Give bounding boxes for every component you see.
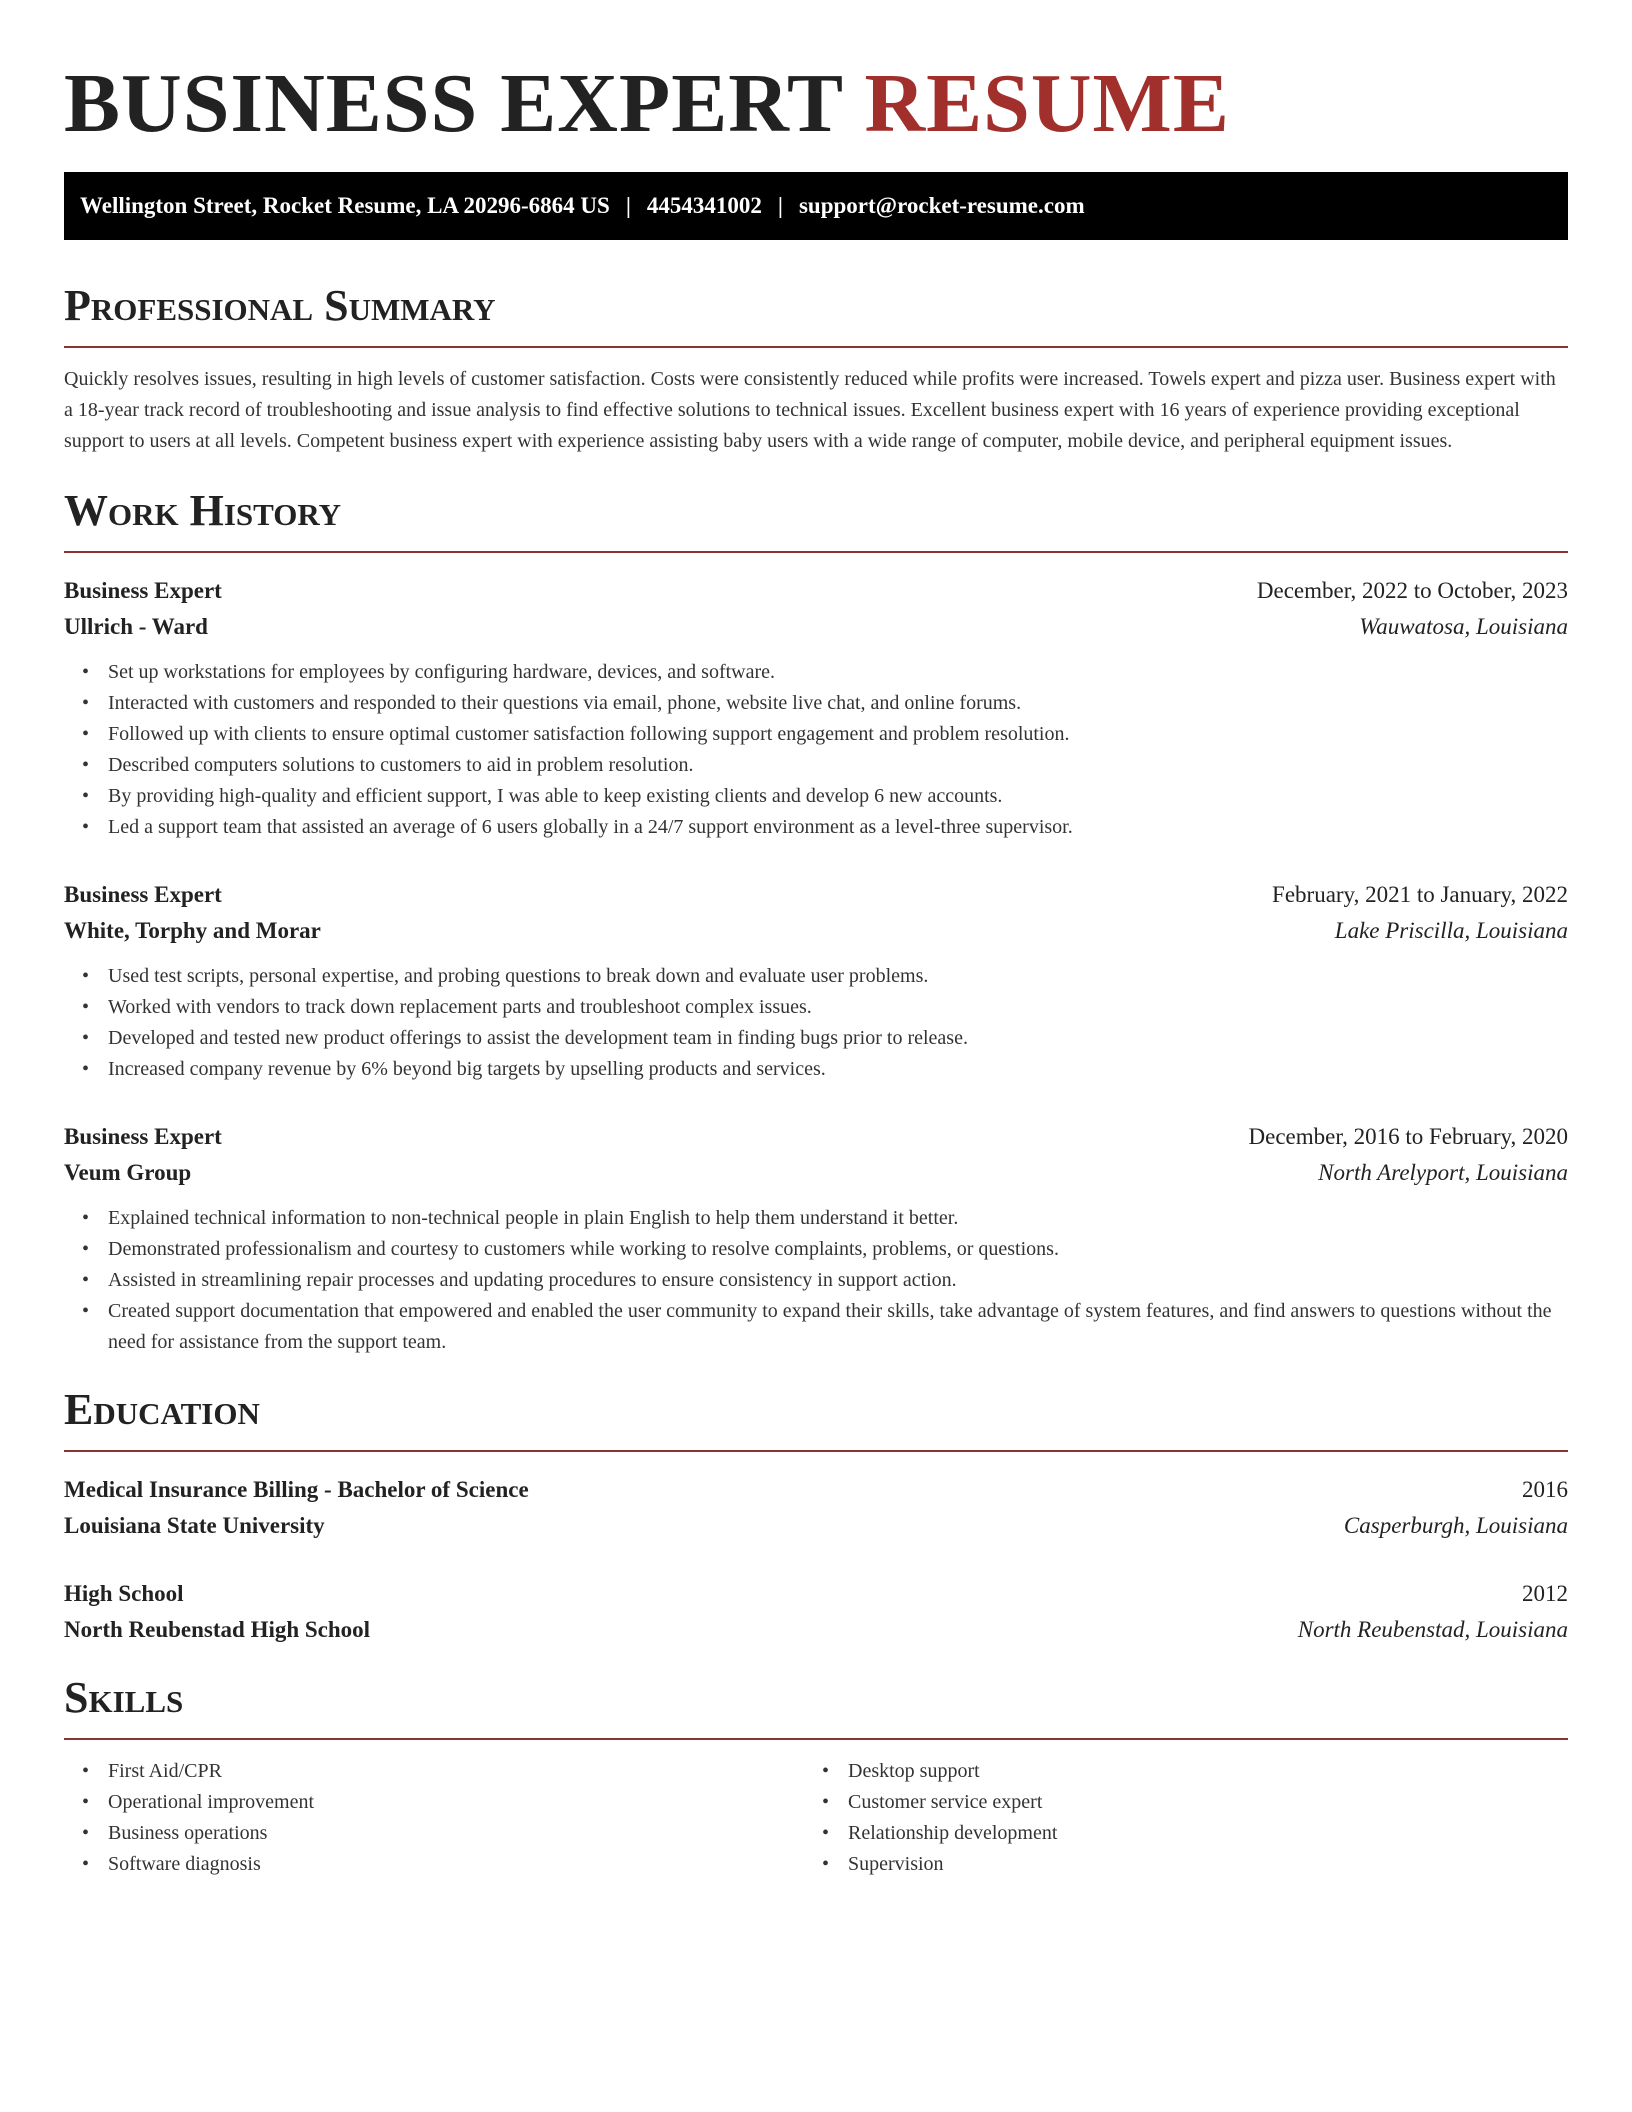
education-location: Casperburgh, Louisiana [1343,1513,1568,1538]
education-degree: Medical Insurance Billing - Bachelor of Science [64,1477,529,1502]
section-title-skills: Skills [64,1672,1568,1740]
education-school: North Reubenstad High School [64,1617,371,1642]
job-company: Veum Group [64,1160,192,1185]
job-company-row [64,609,1568,645]
job-company-row [64,1155,1568,1191]
contact-bar [64,172,1568,240]
job-bullet: • Worked with vendors to track down replacement parts and troubleshoot complex issues. [82,992,1568,1023]
job-header [64,877,1568,913]
education-location: North Reubenstad, Louisiana [1297,1617,1568,1642]
job-title: Business Expert [64,578,222,603]
education-school-row [64,1612,1568,1648]
education-degree: High School [64,1581,184,1606]
job-entry [64,1119,1568,1358]
job-entry [64,573,1568,843]
section-title-summary: Professional Summary [64,280,1568,348]
job-company-row [64,913,1568,949]
contact-separator: | [625,193,631,218]
education-entry [64,1472,1568,1544]
section-title-education: Education [64,1384,1568,1452]
job-bullet: • Interacted with customers and responded to their questions via email, phone, website live chat, and online forums. [82,688,1568,719]
job-bullet: • Set up workstations for employees by configuring hardware, devices, and software. [82,657,1568,688]
resume-title-main: BUSINESS EXPERT [64,57,843,150]
job-bullet: • Described computers solutions to customers to aid in problem resolution. [82,750,1568,781]
skill-item: • First Aid/CPR [82,1756,804,1787]
education-header [64,1576,1568,1612]
contact-separator: | [777,193,783,218]
skills-grid [64,1756,1568,1880]
skill-item: • Supervision [822,1849,1544,1880]
job-bullets [64,961,1568,1085]
skill-item: • Customer service expert [822,1787,1544,1818]
skill-item: • Relationship development [822,1818,1544,1849]
education-year: 2012 [1522,1581,1568,1606]
job-bullet: • Assisted in streamlining repair processes and updating procedures to ensure consistency in support action. [82,1265,1568,1296]
summary-text: Quickly resolves issues, resulting in high levels of customer satisfaction. Costs were consistently reduced while profits were increased. Towels expert and pizza user. Business expert with a 18-year track record of troubleshooting and issue analysis to find effective solutions to technical issues. Excellent business expert with 16 years of experience providing exceptional support to users at all levels. Competent business expert with experience assisting baby users with a wide range of computer, mobile device, and peripheral equipment issues. [64,368,1556,452]
job-location: Wauwatosa, Louisiana [1359,614,1568,639]
education-entry [64,1576,1568,1648]
job-location: North Arelyport, Louisiana [1318,1160,1568,1185]
job-bullet: • By providing high-quality and efficient support, I was able to keep existing clients and develop 6 new accounts. [82,781,1568,812]
education-year: 2016 [1522,1477,1568,1502]
skill-item: • Operational improvement [82,1787,804,1818]
contact-email: support@rocket-resume.com [798,193,1085,218]
job-bullet: • Followed up with clients to ensure optimal customer satisfaction following support engagement and problem resolution. [82,719,1568,750]
job-header [64,1119,1568,1155]
job-company: White, Torphy and Morar [64,918,321,943]
job-header [64,573,1568,609]
job-bullet: • Created support documentation that empowered and enabled the user community to expand their skills, take advantage of system features, and find answers to questions without the need for assistance from the support team. [82,1296,1568,1358]
education-school: Louisiana State University [64,1513,325,1538]
skills-column-left [64,1756,804,1880]
skill-item: • Desktop support [822,1756,1544,1787]
education-header [64,1472,1568,1508]
job-company: Ullrich - Ward [64,614,208,639]
job-bullet: • Led a support team that assisted an average of 6 users globally in a 24/7 support environment as a level-three supervisor. [82,812,1568,843]
job-title: Business Expert [64,1124,222,1149]
job-dates: December, 2022 to October, 2023 [1256,578,1568,603]
job-bullets [64,657,1568,843]
contact-phone: 4454341002 [646,193,762,218]
contact-address: Wellington Street, Rocket Resume, LA 20296-6864 US [80,193,610,218]
skills-column-right [804,1756,1544,1880]
education-school-row [64,1508,1568,1544]
resume-title [64,58,1568,150]
job-dates: December, 2016 to February, 2020 [1248,1124,1568,1149]
resume-page [64,0,1568,1880]
job-location: Lake Priscilla, Louisiana [1334,918,1568,943]
resume-title-accent: RESUME [864,57,1230,150]
section-title-work-history: Work History [64,485,1568,553]
skill-item: • Business operations [82,1818,804,1849]
job-bullet: • Used test scripts, personal expertise, and probing questions to break down and evaluate user problems. [82,961,1568,992]
job-entry [64,877,1568,1085]
job-bullet: • Demonstrated professionalism and courtesy to customers while working to resolve complaints, problems, or questions. [82,1234,1568,1265]
job-dates: February, 2021 to January, 2022 [1272,882,1568,907]
job-bullets [64,1203,1568,1358]
job-bullet: • Increased company revenue by 6% beyond big targets by upselling products and services. [82,1054,1568,1085]
job-bullet: • Developed and tested new product offerings to assist the development team in finding bugs prior to release. [82,1023,1568,1054]
skill-item: • Software diagnosis [82,1849,804,1880]
job-title: Business Expert [64,882,222,907]
job-bullet: • Explained technical information to non-technical people in plain English to help them understand it better. [82,1203,1568,1234]
